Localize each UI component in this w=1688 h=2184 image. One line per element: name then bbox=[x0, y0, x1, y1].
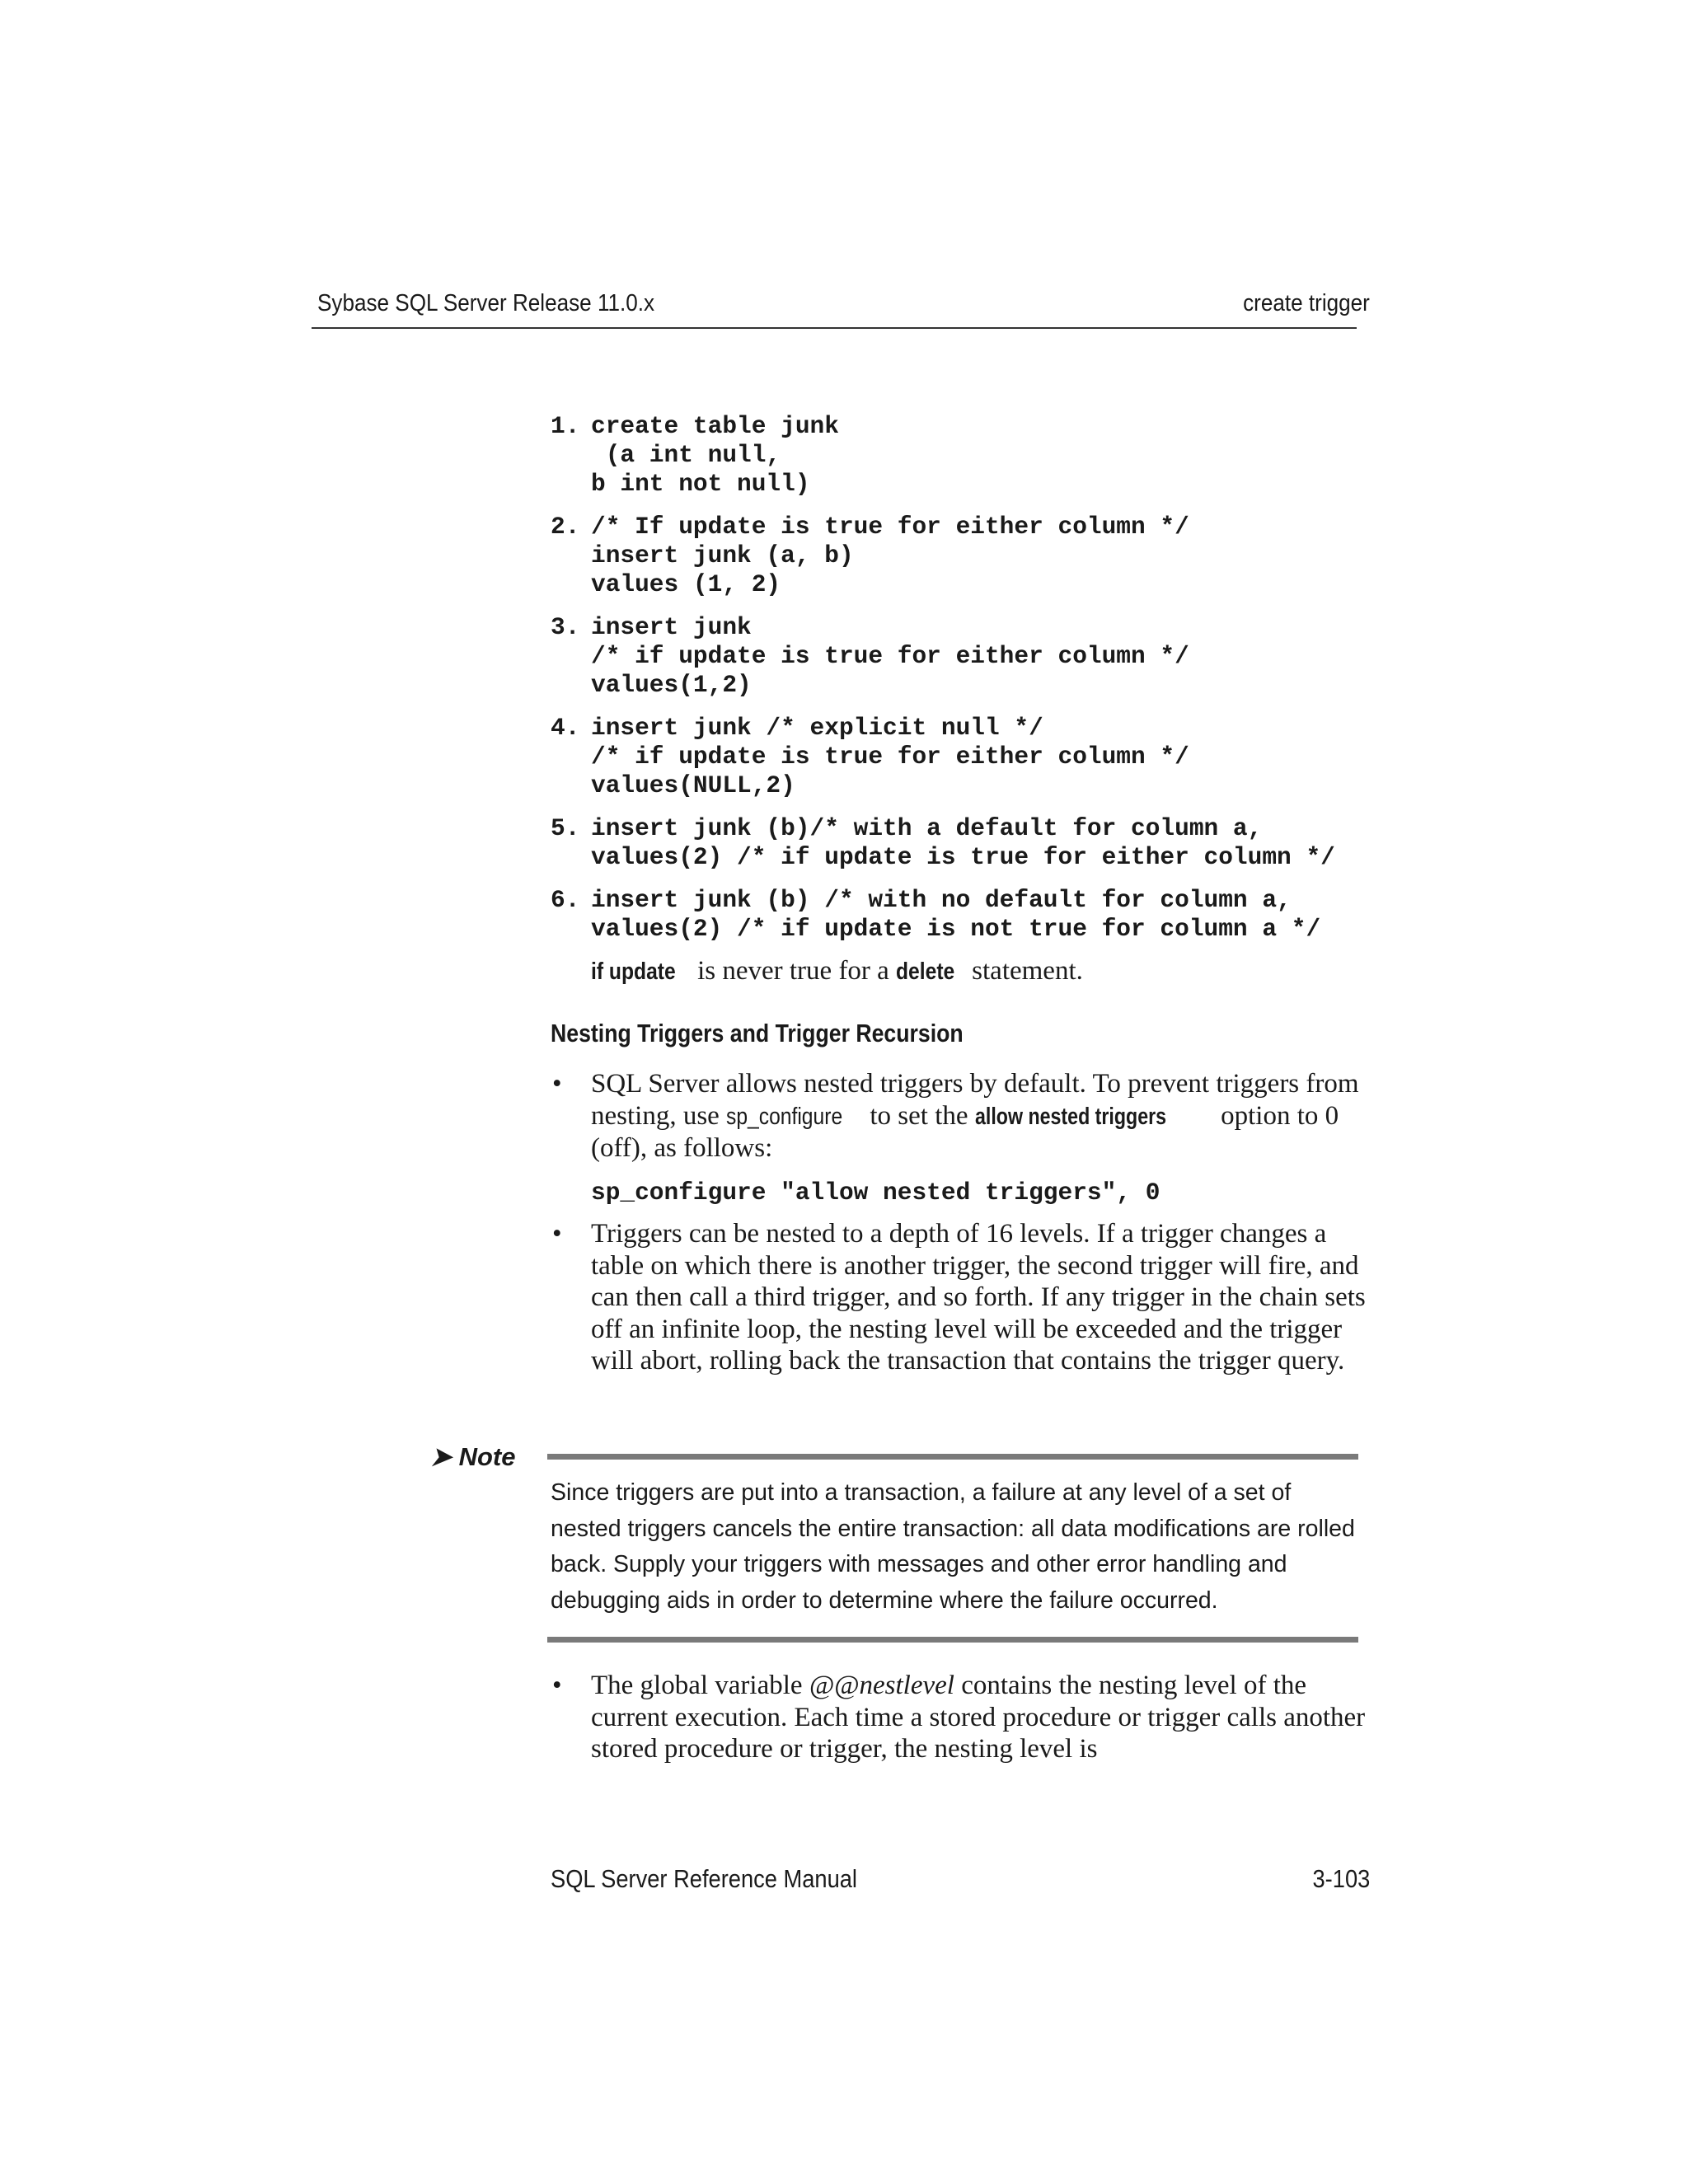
note-text: Since triggers are put into a transaction, a failure at any level of a set of nested triggers cancels the entire transaction: all data modifications are rolled back. Supply your triggers with messages and other error handling and debugging aids in order to determine where the failure occurred. bbox=[551, 1479, 1355, 1614]
code-example-list bbox=[551, 412, 1335, 958]
code-line: /* if update is true for either column */ bbox=[591, 743, 1189, 771]
code-line: (a int null, bbox=[591, 441, 781, 469]
note-bottom-rule bbox=[547, 1637, 1358, 1643]
keyword-delete: delete bbox=[896, 958, 955, 985]
code-example-number: 2. bbox=[551, 513, 580, 541]
code-example-number: 6. bbox=[551, 886, 580, 914]
running-header-right: create trigger bbox=[1243, 290, 1370, 316]
keyword-sp-configure: sp_configure bbox=[726, 1103, 843, 1130]
bullet-dot: • bbox=[552, 1069, 562, 1099]
keyword-allow-nested-triggers: allow nested triggers bbox=[974, 1103, 1166, 1130]
code-example-2 bbox=[551, 513, 1335, 599]
bullet-text-part: contains the nesting level of the current execution. Each time a stored procedure or trigger calls another stored procedure or trigger, the nesting level is bbox=[591, 1671, 1366, 1764]
bullet-dot: • bbox=[552, 1671, 562, 1700]
bullet-text: Triggers can be nested to a depth of 16 levels. If a trigger changes a table on which there is another trigger, the second trigger will fire, and can then call a third trigger, and so forth. If any trigger in the chain sets off an infinite loop, the nesting level will be exceeded and the trigger will abort, rolling back the transaction that contains the trigger query. bbox=[591, 1219, 1366, 1376]
bullet-text-part: option to 0 (off), as follows: bbox=[591, 1100, 1339, 1163]
code-line: create table junk bbox=[591, 412, 839, 440]
running-header-left: Sybase SQL Server Release 11.0.x bbox=[317, 290, 655, 316]
code-line: b int not null) bbox=[591, 470, 810, 498]
code-example-6 bbox=[551, 886, 1335, 944]
code-line: values(2) /* if update is not true for column a */ bbox=[591, 915, 1321, 943]
code-line: insert junk /* explicit null */ bbox=[591, 714, 1043, 742]
bullet-text bbox=[591, 1068, 1366, 1207]
code-line: insert junk bbox=[591, 613, 752, 641]
variable-nestlevel: @@nestlevel bbox=[809, 1671, 954, 1700]
code-example-number: 4. bbox=[551, 714, 580, 742]
code-example-5 bbox=[551, 814, 1335, 872]
code-sp-configure: sp_configure "allow nested triggers", 0 bbox=[591, 1178, 1160, 1207]
code-example-4 bbox=[551, 714, 1335, 800]
code-example-1 bbox=[551, 412, 1335, 499]
if-update-text: is never true for a bbox=[690, 956, 897, 986]
note-top-rule bbox=[547, 1454, 1358, 1460]
bullet-dot: • bbox=[552, 1219, 562, 1249]
note-label: ➤ Note bbox=[430, 1442, 516, 1471]
section-heading: Nesting Triggers and Trigger Recursion bbox=[551, 1019, 964, 1047]
keyword-if-update: if update bbox=[591, 958, 676, 985]
bullet-text-part: SQL Server allows nested triggers by default. To prevent triggers from nesting, use bbox=[591, 1069, 1359, 1131]
bullet-text bbox=[591, 1670, 1366, 1765]
code-example-number: 5. bbox=[551, 814, 580, 842]
code-example-3 bbox=[551, 613, 1335, 700]
code-line: /* if update is true for either column */ bbox=[591, 642, 1189, 670]
bullet-text-part: The global variable bbox=[591, 1671, 809, 1700]
code-example-number: 3. bbox=[551, 613, 580, 641]
code-line: values(NULL,2) bbox=[591, 771, 795, 799]
code-line: values(2) /* if update is true for either column */ bbox=[591, 843, 1335, 871]
footer-manual-title: SQL Server Reference Manual bbox=[551, 1864, 858, 1893]
code-line: values(1,2) bbox=[591, 671, 752, 699]
header-rule bbox=[312, 327, 1357, 329]
code-line: /* If update is true for either column */ bbox=[591, 513, 1189, 541]
code-line: insert junk (b) /* with no default for column a, bbox=[591, 886, 1292, 914]
code-line: values (1, 2) bbox=[591, 570, 781, 598]
code-line: insert junk (b)/* with a default for column a, bbox=[591, 814, 1263, 842]
code-example-number: 1. bbox=[551, 412, 580, 440]
code-line: insert junk (a, b) bbox=[591, 541, 854, 569]
if-update-note bbox=[591, 954, 1083, 988]
if-update-text-end: statement. bbox=[964, 956, 1083, 986]
footer-page-number: 3-103 bbox=[1312, 1864, 1370, 1893]
bullet-text-part: to set the bbox=[863, 1100, 975, 1131]
